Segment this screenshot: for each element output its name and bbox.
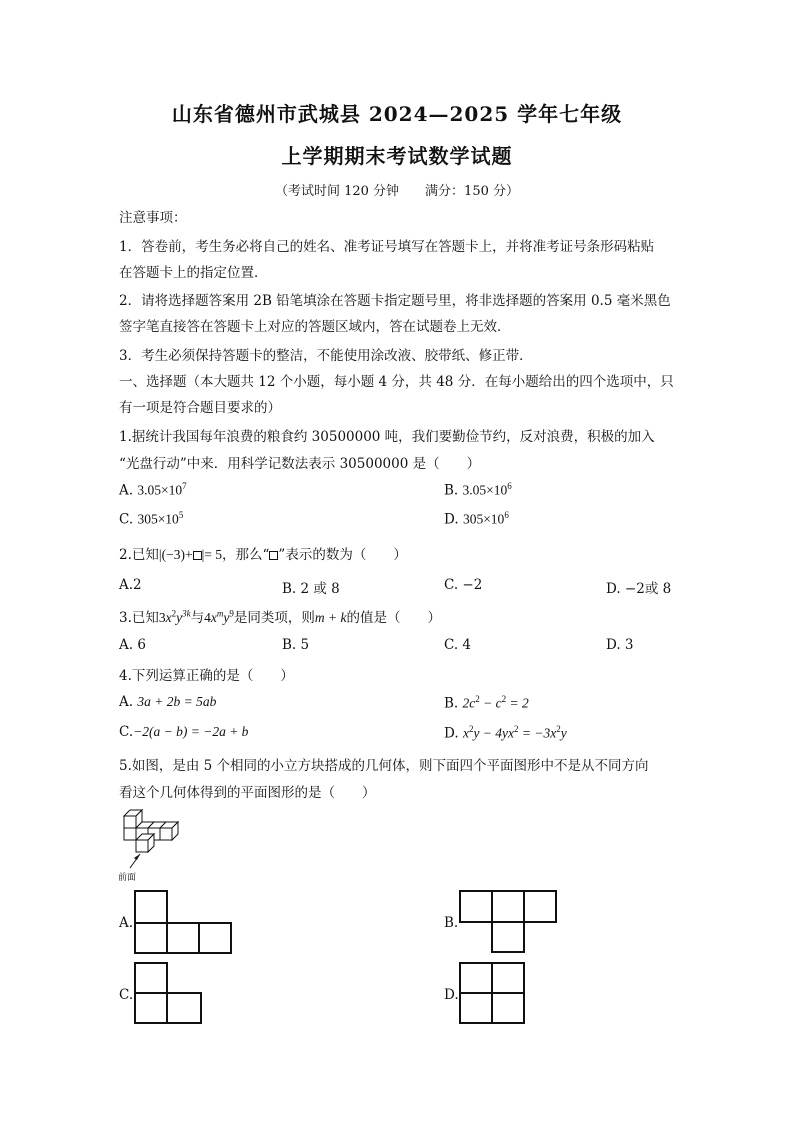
note-2-line2: 签字笔直接答在答题卡上对应的答题区域内，答在试题卷上无效． [119, 319, 511, 335]
q1-option-c: C. $305\times 10^5$ [119, 510, 184, 528]
note-2-line1: 2．请将选择题答案用 2B 铅笔填涂在答题卡指定题号里，将非选择题的答案用 0.5 毫米黑色 [119, 293, 671, 309]
q1-stem-line1: 1.据统计我国每年浪费的粮食约 30500000 吨，我们要勤俭节约，反对浪费，积极的加入 [119, 429, 655, 445]
square-symbol-icon [193, 551, 202, 560]
q4-option-b: B. $2c^2 - c^2 = 2$ [444, 694, 529, 712]
q4-option-a: A. 3a + 2b = 5ab [119, 694, 217, 710]
q5-a-square [166, 922, 200, 954]
front-label: 前面 [118, 873, 137, 883]
q2-option-c: C. −2 [444, 577, 483, 593]
q5-a-square [134, 890, 168, 924]
q1-stem-line2: “光盘行动”中来．用科学记数法表示 30500000 是（ ） [119, 456, 481, 472]
title-line1: 山东省德州市武城县 2024—2025 学年七年级 [171, 102, 623, 126]
q5-option-c-label: C. [119, 987, 134, 1003]
q5-option-d-label: D. [444, 987, 459, 1003]
q2-option-d: D. −2或 8 [606, 581, 672, 597]
q3-option-c: C. 4 [444, 637, 472, 653]
q4-stem: 4.下列运算正确的是（ ） [119, 668, 294, 684]
note-1-line2: 在答题卡上的指定位置． [119, 265, 268, 281]
notes-heading: 注意事项： [119, 210, 187, 226]
q5-b-square [459, 890, 493, 923]
q3-stem: 3.已知$3x^2y^{3k}$与$4x^my^9$是同类项，则m + k的值是（ ） [119, 608, 441, 626]
q5-d-square [459, 992, 493, 1024]
q5-b-square [491, 921, 525, 953]
q5-b-square [523, 890, 557, 923]
q4-option-d: D. $x^2y - 4yx^2 = -3x^2y$ [444, 724, 567, 742]
q5-d-square [491, 962, 525, 994]
q5-d-square [491, 992, 525, 1024]
q5-stem-line2: 看这个几何体得到的平面图形的是（ ） [119, 785, 376, 801]
q5-option-b-label: B. [444, 915, 459, 931]
exam-info: （考试时间 120 分钟 满分：150 分） [274, 184, 520, 199]
q1-option-b: B. $3.05\times 10^6$ [444, 481, 512, 499]
q5-c-square [134, 992, 168, 1024]
q1-option-a: A. $3.05\times 10^7$ [119, 481, 187, 499]
q4-option-c: C.−2(a − b) = −2a + b [119, 724, 249, 740]
q5-a-square [134, 922, 168, 954]
section-heading-line2: 有一项是符合题目要求的） [119, 400, 281, 416]
q5-b-square [491, 890, 525, 923]
q2-option-b: B. 2 或 8 [282, 581, 340, 597]
q2-option-a: A.2 [119, 577, 142, 593]
q5-d-square [459, 962, 493, 994]
q3-option-a: A. 6 [119, 637, 146, 653]
note-3: 3．考生必须保持答题卡的整洁，不能使用涂改液、胶带纸、修正带． [119, 348, 533, 364]
q5-option-a-label: A. [119, 915, 134, 931]
q2-stem: 2.已知|(−3)+ |= 5，那么“ ”表示的数为（ ） [119, 547, 407, 563]
q5-a-square [198, 922, 232, 954]
q3-option-d: D. 3 [606, 637, 634, 653]
section-heading-line1: 一、选择题（本大题共 12 个小题，每小题 4 分，共 48 分．在每小题给出的四个选项中，只 [119, 374, 674, 390]
q3-option-b: B. 5 [282, 637, 310, 653]
q5-c-square [166, 992, 202, 1024]
q5-stem-line1: 5.如图，是由 5 个相同的小立方块搭成的几何体，则下面四个平面图形中不是从不同方向 [119, 758, 649, 774]
q5-c-square [134, 962, 168, 994]
q1-option-d: D. $305\times 10^6$ [444, 510, 509, 528]
note-1-line1: 1．答卷前，考生务必将自己的姓名、准考证号填写在答题卡上，并将准考证号条形码粘贴 [119, 239, 655, 255]
title-line2: 上学期期末考试数学试题 [281, 144, 513, 168]
